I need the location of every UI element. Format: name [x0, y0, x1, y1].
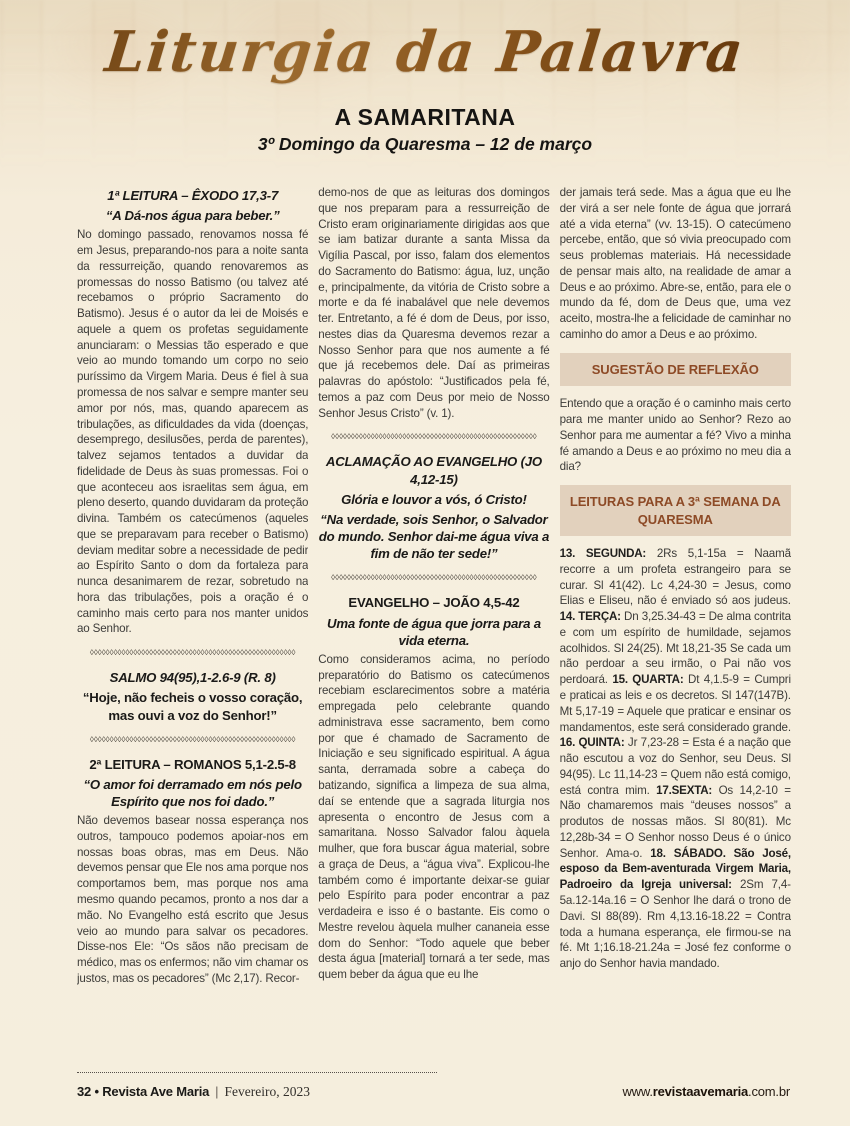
website-url [622, 1084, 790, 1099]
aclamacao-line: Glória e louvor a vós, ó Cristo! [341, 491, 527, 507]
leitura1-title: 1ª LEITURA – ÊXODO 17,3-7 [107, 188, 279, 203]
diamond-divider: ◊◊◊◊◊◊◊◊◊◊◊◊◊◊◊◊◊◊◊◊◊◊◊◊◊◊◊◊◊◊◊◊◊◊◊◊◊◊◊◊◊◊◊◊◊◊◊◊◊◊◊◊ [331, 574, 537, 583]
page-footer [77, 1084, 790, 1100]
evangelho-body: Como consideramos acima, no período preparatório do Batismo os catecúmenos recebiam esclarecimentos sobre a matéria empregada pelo celebrante quando administrava esse sacramento, bem como por que é chamado de Sacramento de Iniciação e seu significado espiritual. A água santa, derramada sobre a cabeça do batizando, significa a limpeza de sua alma, daí se entende que a sagrada liturgia nos apresenta o encontro de Jesus com a samaritana. Nosso Salvador falou àquela mulher, que fora buscar água material, sobre a graça de Deus, a “água viva”. Explicou-lhe também como é importante deixar-se guiar pelo Espírito para poder encontrar a paz verdadeira e isso é o bastante. Eis como o Mestre revelou àquela mulher cananeia esse dom do Senhor: “Todo aquele que beber desta água [material] tornará a ter sede, mas quem beber da água que eu lhe [318, 652, 550, 982]
leitura1-body: No domingo passado, renovamos nossa fé em Jesus, preparando-nos para a noite santa da ressurreição, quando renovaremos as promessas do nosso Batismo (ou talvez até recebamos o próprio Sacramento do Batismo). Jesus é o autor da lei de Moisés e aquele a quem os profetas seguidamente anunciaram: o Messias tão esperado e que veio ao mundo tomando um corpo no seio puríssimo da Virgem Maria. Deus é fiel à sua promessa de nos salvar e sempre manter seu amor por nós, mas, quando aparecem as tribulações, as dificuldades da vida (doenças, desemprego, desilusões, perda de parentes), talvez sejamos tentados a duvidar da fidelidade de Deus às suas promessas. Foi o que aconteceu aos israelitas sem água, em pleno deserto, quando duvidaram da proteção divina. Também os catecúmenos (aqueles que se preparavam para receber o Batismo) deviam meditar sobre a necessidade de pedir ao Espírito Santo o dom da fortaleza para nunca desanimarem de rezar, sobretudo na hora das tribulações, pois a oração é o caminho mais certo para nos manter unidos ao Senhor. [77, 228, 309, 636]
three-column-layout [77, 185, 791, 1057]
leitura2-title: 2ª LEITURA – ROMANOS 5,1-2.5-8 [89, 756, 296, 772]
aclamacao-quote: “Na verdade, sois Senhor, o Salvador do mundo. Senhor dai-me água viva a fim de não ter sede!” [318, 511, 550, 562]
column3-body-top: der jamais terá sede. Mas a água que eu lhe der virá a ser nele fonte de água que jorrará até a vida eterna” (vv. 13-15). O catecúmeno percebe, então, que só vivia preocupado com seus problemas materiais. Há necessidade de pensar mais alto, na realidade de amar a Deus e ao próximo. Abre-se, então, para ele o mundo da fé, dom de Deus que, uma vez aceito, mostra-lhe a felicidade de caminhar no caminho do amor a Deus e ao próximo. [559, 186, 791, 341]
reflexao-body: Entendo que a oração é o caminho mais certo para me manter unido ao Senhor? Rezo ao Senhor para me aumentar a fé? Vivo a minha fé amando a Deus e ao próximo no meu dia a dia? [559, 397, 791, 474]
leitura2-body: Não devemos basear nossa esperança nos outros, tampouco podemos apoiar-nos em nossas boas obras, mas em Deus. Não devemos pensar que Ele nos ama porque nos comportamos bem, mas porque nos ama mesmo quando pecamos, pronto a nos dar a mão. No Evangelho está escrito que Jesus veio ao mundo para salvar os pecadores. Disse-nos Ele: “Os sãos não precisam de médico, mas os enfermos; não vim chamar os justos, mas os pecadores” (Mc 2,17). Recor- [77, 814, 309, 985]
page-title: Liturgia da Palavra [0, 22, 850, 84]
leituras-box-title: LEITURAS PARA A 3ª SEMANA DA QUARESMA [560, 485, 791, 536]
url-domain: revistaavemaria [652, 1084, 749, 1099]
page-number-magazine-name: 32 • Revista Ave Maria [77, 1084, 210, 1099]
diamond-divider: ◊◊◊◊◊◊◊◊◊◊◊◊◊◊◊◊◊◊◊◊◊◊◊◊◊◊◊◊◊◊◊◊◊◊◊◊◊◊◊◊◊◊◊◊◊◊◊◊◊◊◊◊ [89, 649, 296, 658]
column-3 [560, 185, 791, 1057]
column-2 [318, 185, 549, 1057]
leitura1-quote: “A Dá-nos água para beber.” [105, 208, 280, 224]
footer-dotted-rule [77, 1072, 437, 1073]
article-subheadline: 3º Domingo da Quaresma – 12 de março [257, 134, 593, 154]
evangelho-subtitle: Uma fonte de água que jorra para a vida eterna. [327, 615, 541, 648]
leitura2-quote: “O amor foi derramado em nós pelo Espírito que nos foi dado.” [83, 776, 302, 809]
footer-separator: | [215, 1084, 219, 1099]
url-prefix: www. [622, 1084, 653, 1099]
column-1 [77, 185, 308, 1057]
article-headline: A SAMARITANA [334, 104, 516, 130]
issue-date: Fevereiro, 2023 [224, 1084, 311, 1099]
salmo-quote: “Hoje, não fecheis o vosso coração, mas ouvi a voz do Senhor!” [82, 690, 303, 723]
column2-body-top: demo-nos de que as leituras dos domingos que nos preparam para a ressurreição de Cristo eram originariamente dirigidas aos que se iam batizar durante a santa Missa da Vigília Pascal, por isso, falam dos elementos do Sacramento do Batismo: água, luz, unção e, principalmente, da vitória de Cristo sobre a morte e da fé inabalável que nele devemos ter. Entretanto, a fé é dom de Deus, por isso, nestes dias da Quaresma devemos rezar a Nosso Senhor para que nos aumente a fé que já recebemos dele. Daí as primeiras palavras do apóstolo: “Justificados pela fé, temos a paz com Deus por meio de Nosso Senhor Jesus Cristo” (v. 1). [318, 186, 550, 420]
footer-left [77, 1084, 310, 1100]
aclamacao-title: ACLAMAÇÃO AO EVANGELHO (JO 4,12-15) [325, 454, 542, 487]
salmo-title: SALMO 94(95),1-2.6-9 (R. 8) [109, 670, 276, 686]
leituras-semana-body: 13. SEGUNDA: 2Rs 5,1-15a = Naamã recorre a um profeta estrangeiro para se curar. Sl 41(42). Lc 4,24-30 = Jesus, como Elias e Eliseu, não é enviado só aos judeus. 14. TERÇA: Dn 3,25.34-43 = De alma contrita e com um espírito de humildade, sejamos acolhidos. Sl 24(25). Mt 18,21-35 Se cada um não perdoar a seu irmão, o Pai não vos perdoará. 15. QUARTA: Dt 4,1.5-9 = Cumpri e praticai as leis e os decretos. Sl 147(147B). Mt 5,17-19 = Aquele que praticar e ensinar os mandamentos, este será considerado grande. 16. QUINTA: Jr 7,23-28 = Esta é a nação que não escutou a voz do Senhor, seu Deus. Sl 94(95). Lc 11,14-23 = Quem não está comigo, está contra mim. 17.SEXTA: Os 14,2-10 = Não chamaremos mais “deuses nossos” a produtos de nossas mãos. Sl 80(81). Mc 12,28b-34 = O Senhor nosso Deus é o único Senhor. Ama-o. 18. SÁBADO. São José, esposo da Bem-aventurada Virgem Maria, Padroeiro da Igreja universal: 2Sm 7,4-5a.12-14a.16 = O Senhor lhe dará o trono de Davi. Sl 88(89). Rm 4,13.16-18.22 = Contra toda a humana esperança, ele firmou-se na fé. Mt 1;16.18-21.24a = José fez conforme o anjo do Senhor havia mandado. [559, 547, 791, 971]
evangelho-title: EVANGELHO – JOÃO 4,5-42 [348, 595, 520, 611]
reflexao-box-title: SUGESTÃO DE REFLEXÃO [560, 353, 791, 387]
url-suffix: .com.br [748, 1084, 790, 1099]
diamond-divider: ◊◊◊◊◊◊◊◊◊◊◊◊◊◊◊◊◊◊◊◊◊◊◊◊◊◊◊◊◊◊◊◊◊◊◊◊◊◊◊◊◊◊◊◊◊◊◊◊◊◊◊◊ [89, 735, 296, 744]
diamond-divider: ◊◊◊◊◊◊◊◊◊◊◊◊◊◊◊◊◊◊◊◊◊◊◊◊◊◊◊◊◊◊◊◊◊◊◊◊◊◊◊◊◊◊◊◊◊◊◊◊◊◊◊◊ [331, 433, 537, 442]
